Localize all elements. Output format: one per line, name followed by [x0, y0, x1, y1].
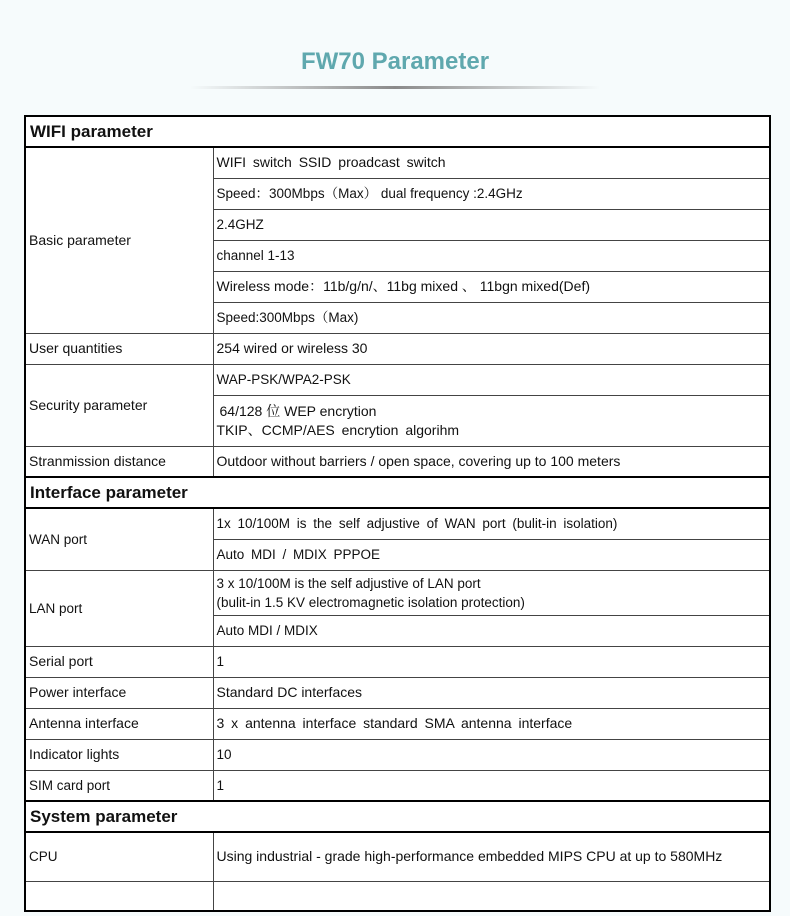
- section-system: [25, 801, 770, 832]
- cell: [213, 395, 770, 446]
- row-label: Basic parameter: [25, 147, 213, 333]
- row-label: Indicator lights: [25, 739, 213, 770]
- cell: 1x 10/100M is the self adjustive of WAN port (bulit-in isolation): [213, 508, 770, 539]
- page-title: FW70 Parameter: [300, 48, 490, 75]
- cell: 10: [213, 739, 770, 770]
- cell: WAP-PSK/WPA2-PSK: [213, 364, 770, 395]
- line: (bulit-in 1.5 KV electromagnetic isolation protection): [216, 594, 525, 610]
- cell: [213, 881, 770, 911]
- parameter-table: [24, 115, 771, 912]
- row-label: SIM card port: [25, 770, 213, 801]
- row-label: Security parameter: [25, 364, 213, 446]
- section-interface: [25, 477, 770, 508]
- section-heading: Interface parameter: [25, 477, 770, 508]
- section-heading: WIFI parameter: [25, 116, 770, 147]
- row-label: CPU: [25, 832, 213, 881]
- cell: Standard DC interfaces: [213, 677, 770, 708]
- line: 3 x 10/100M is the self adjustive of LAN port: [216, 575, 481, 591]
- cell: Auto MDI / MDIX: [213, 615, 770, 646]
- cell: Outdoor without barriers / open space, covering up to 100 meters: [213, 446, 770, 477]
- line: 64/128 位 WEP encrytion: [219, 402, 377, 419]
- cell: WIFI switch SSID proadcast switch: [213, 147, 770, 178]
- row-label: Serial port: [25, 646, 213, 677]
- row-label: [25, 881, 213, 911]
- cell: 2.4GHZ: [213, 209, 770, 240]
- cell: 254 wired or wireless 30: [213, 333, 770, 364]
- section-wifi: [25, 116, 770, 147]
- row-label: Stranmission distance: [25, 446, 213, 477]
- title-divider: [190, 86, 600, 89]
- cell: 1: [213, 770, 770, 801]
- row-label: LAN port: [25, 570, 213, 646]
- cell: 3 x antenna interface standard SMA antenna interface: [213, 708, 770, 739]
- cell: Wireless mode：11b/g/n/、11bg mixed 、 11bgn mixed(Def): [213, 271, 770, 302]
- row-label: WAN port: [25, 508, 213, 570]
- row-label: Antenna interface: [25, 708, 213, 739]
- cell: Auto MDI / MDIX PPPOE: [213, 539, 770, 570]
- row-label: Power interface: [25, 677, 213, 708]
- section-heading: System parameter: [25, 801, 770, 832]
- line: TKIP、CCMP/AES encrytion algorihm: [216, 421, 460, 438]
- cell: 1: [213, 646, 770, 677]
- cell: [213, 570, 770, 615]
- cell: Speed:300Mbps（Max): [213, 302, 770, 333]
- cell: Using industrial - grade high-performance embedded MIPS CPU at up to 580MHz: [213, 832, 770, 881]
- cell: Speed：300Mbps（Max） dual frequency :2.4GHz: [213, 178, 770, 209]
- row-label: User quantities: [25, 333, 213, 364]
- cell: channel 1-13: [213, 240, 770, 271]
